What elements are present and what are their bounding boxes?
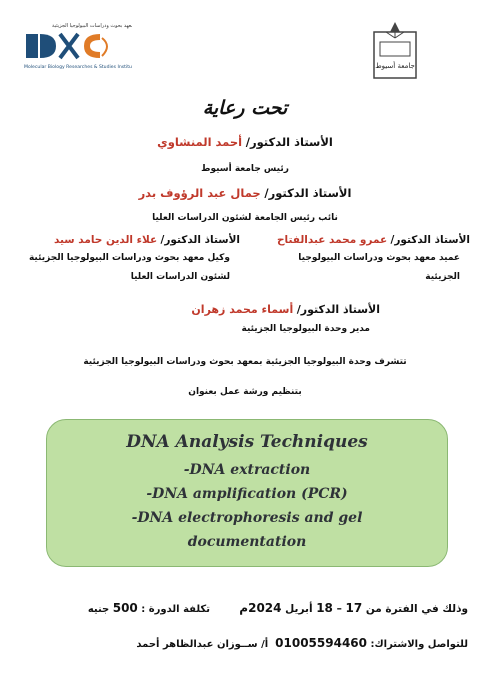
- workshop-title: DNA Analysis Techniques: [126, 432, 368, 452]
- person-role-line1: عميد معهد بحوث ودراسات البيولوجيا: [298, 253, 460, 263]
- logo-text-en: Molecular Biology Researches & Studies Institute: [24, 65, 132, 70]
- workshop-item: -DNA extraction: [183, 462, 311, 478]
- date-to: 18: [316, 601, 333, 615]
- workshop-title-box: [46, 419, 448, 567]
- contact-person: أ/ ســوزان عبدالظاهر أحمد: [136, 639, 269, 650]
- seal-text: جامعة أسيوط: [375, 62, 415, 70]
- contact-line: [120, 636, 468, 650]
- person-name: أحمد المنشاوي: [157, 135, 243, 149]
- person-role: نائب رئيس الجامعة لشئون الدراسات العليا: [152, 213, 338, 223]
- workshop-dates: [220, 601, 468, 615]
- patronage-heading: تحت رعاية: [202, 97, 288, 119]
- university-seal: [370, 18, 420, 82]
- person-president: [110, 135, 380, 149]
- workshop-item: -DNA amplification (PCR): [146, 486, 348, 502]
- person-role-line1: وكيل معهد بحوث ودراسات البيولوجيا الجزيئية: [28, 253, 230, 263]
- person-name: عمرو محمد عبدالفتاح: [276, 234, 388, 246]
- person-vice-dean: [20, 234, 240, 246]
- person-role: رئيس جامعة أسيوط: [201, 164, 289, 174]
- date-year: 2024م: [239, 601, 282, 615]
- institute-logo: [22, 18, 132, 78]
- cost-amount: 500: [112, 601, 138, 615]
- dna-logo-icon: [22, 18, 132, 78]
- person-dean: [250, 234, 470, 246]
- workshop-item: -DNA electrophoresis and gel documentation: [131, 510, 363, 550]
- person-vice-president: [90, 186, 400, 200]
- university-seal-icon: [370, 18, 420, 82]
- person-title: الأستاذ الدكتور/: [160, 234, 240, 246]
- date-month: أبريل: [285, 603, 313, 615]
- person-unit-director: [120, 303, 380, 316]
- date-dash: –: [336, 603, 342, 615]
- cost-currency: جنيه: [87, 604, 110, 615]
- logo-text-ar: معهد بحوث ودراسات البيولوجيا الجزيئية: [52, 23, 132, 29]
- date-from: 17: [345, 601, 363, 615]
- person-name: جمال عبد الرؤوف بدر: [138, 186, 261, 200]
- dates-prefix: وذلك في الفترة من: [365, 603, 468, 615]
- person-name: علاء الدين حامد سيد: [53, 234, 158, 246]
- person-title: الأستاذ الدكتور/: [296, 303, 380, 316]
- person-title: الأستاذ الدكتور/: [264, 186, 352, 200]
- person-role-line2: الجزيئية: [425, 272, 460, 282]
- organize-text: بتنظيم ورشة عمل بعنوان: [188, 387, 302, 397]
- person-title: الأستاذ الدكتور/: [390, 234, 470, 246]
- person-name: أسماء محمد زهران: [191, 303, 294, 316]
- host-text: تتشرف وحدة البيولوجيا الجزيئية بمعهد بحوث ودراسات البيولوجيا الجزيئية: [83, 357, 407, 367]
- person-role: مدير وحدة البيولوجيا الجزيئية: [241, 324, 370, 334]
- contact-phone[interactable]: 01005594460: [275, 636, 367, 650]
- person-title: الأستاذ الدكتور/: [245, 135, 333, 149]
- cost-label: تكلفة الدورة :: [141, 604, 210, 615]
- person-role-line2: لشئون الدراسات العليا: [130, 272, 230, 282]
- workshop-cost: [40, 601, 210, 615]
- contact-label: للتواصل والاشتراك:: [370, 639, 468, 650]
